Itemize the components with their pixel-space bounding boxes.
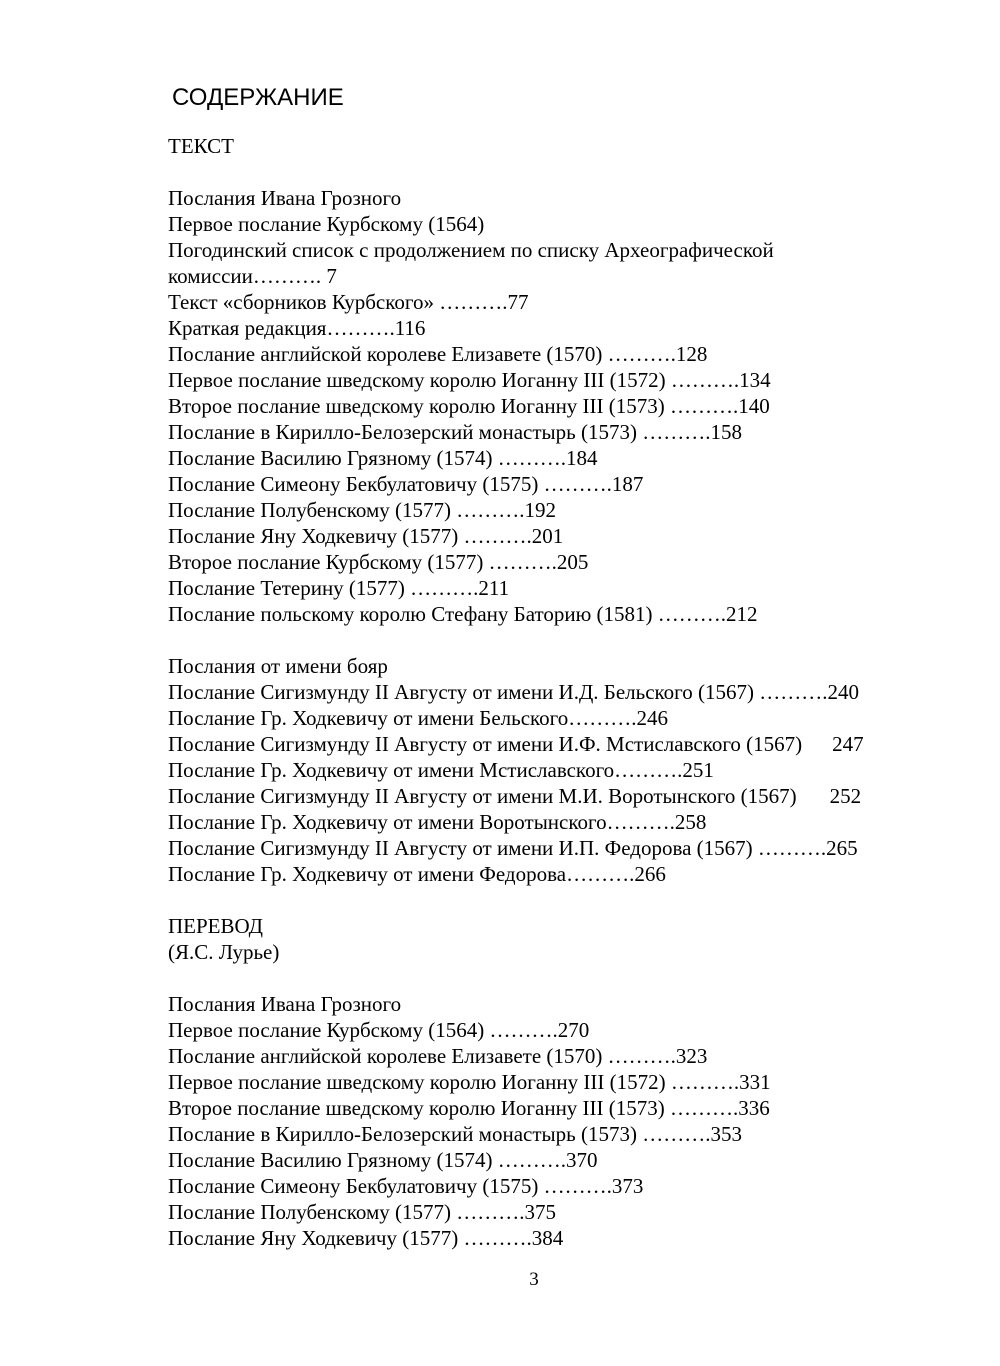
toc-entry: Текст «сборников Курбского» ……….77	[168, 290, 529, 314]
toc-entry: Первое послание шведскому королю Иоганну III (1572) ……….134	[168, 368, 771, 392]
toc-entry: Послание Симеону Бекбулатовичу (1575) ……….187	[168, 472, 644, 496]
toc-entry: Послание Тетерину (1577) ……….211	[168, 576, 510, 600]
group-title-boyar-letters: Послания от имени бояр	[168, 654, 388, 678]
toc-entry: Послание Гр. Ходкевичу от имени Воротынского……….258	[168, 810, 707, 834]
toc-entry: Послание польскому королю Стефану Баторию (1581) ……….212	[168, 602, 758, 626]
toc-entry-with-number	[168, 731, 948, 757]
spacer	[168, 627, 948, 653]
group-title-ivan-letters: Послания Ивана Грозного	[168, 186, 402, 210]
toc-entry: Послание Яну Ходкевичу (1577) ……….201	[168, 524, 564, 548]
section-title-translation: ПЕРЕВОД	[168, 914, 263, 938]
toc-entry: Послание Полубенскому (1577) ……….192	[168, 498, 556, 522]
toc-entry: Послание в Кирилло-Белозерский монастырь (1573) ……….353	[168, 1122, 742, 1146]
spacer	[168, 887, 948, 913]
toc-entry: Послание Гр. Ходкевичу от имени Федорова……….266	[168, 862, 666, 886]
translator-credit: (Я.С. Лурье)	[168, 940, 280, 964]
toc-entry: Послание Яну Ходкевичу (1577) ……….384	[168, 1226, 564, 1250]
toc-entry: Послание Полубенскому (1577) ……….375	[168, 1200, 556, 1224]
toc-entry: Послание Гр. Ходкевичу от имени Мстиславского……….251	[168, 758, 714, 782]
page-ref: 247	[832, 732, 864, 756]
toc-entry: Второе послание шведскому королю Иоганну III (1573) ……….336	[168, 1096, 770, 1120]
section-title-text: ТЕКСТ	[168, 134, 234, 158]
toc-entry: Послание Сигизмунду II Августу от имени И.П. Федорова (1567) ……….265	[168, 836, 858, 860]
toc-entry-text: Послание Сигизмунду II Августу от имени М.И. Воротынского (1567)	[168, 784, 797, 808]
toc-entry: Послание Симеону Бекбулатовичу (1575) ……….373	[168, 1174, 644, 1198]
toc-entry: Второе послание шведскому королю Иоганну III (1573) ……….140	[168, 394, 770, 418]
toc-entry: комиссии………. 7	[168, 264, 337, 288]
toc-entry-with-number	[168, 783, 948, 809]
toc-entry: Послание Василию Грязному (1574) ……….184	[168, 446, 598, 470]
toc-entry: Погодинский список с продолжением по списку Археографической	[168, 238, 774, 262]
toc-entry: Послание английской королеве Елизавете (1570) ……….323	[168, 1044, 708, 1068]
page-title: СОДЕРЖАНИЕ	[172, 84, 344, 111]
toc-entry: Первое послание Курбскому (1564) ……….270	[168, 1018, 590, 1042]
toc-entry: Послание английской королеве Елизавете (1570) ……….128	[168, 342, 708, 366]
toc-entry-text: Послание Сигизмунду II Августу от имени И.Ф. Мстиславского (1567)	[168, 732, 803, 756]
toc-entry: Послание Сигизмунду II Августу от имени И.Д. Бельского (1567) ……….240	[168, 680, 860, 704]
toc-entry: Первое послание Курбскому (1564)	[168, 212, 485, 236]
toc-entry: Второе послание Курбскому (1577) ……….205	[168, 550, 589, 574]
page-ref: 252	[829, 784, 862, 808]
page-number: 3	[529, 1269, 539, 1290]
spacer	[168, 965, 948, 991]
spacer	[168, 159, 948, 185]
toc-entry: Послание Василию Грязному (1574) ……….370	[168, 1148, 598, 1172]
group-title-ivan-letters-translation: Послания Ивана Грозного	[168, 992, 402, 1016]
table-of-contents	[168, 133, 948, 1251]
toc-entry: Послание в Кирилло-Белозерский монастырь (1573) ……….158	[168, 420, 742, 444]
toc-entry: Первое послание шведскому королю Иоганну III (1572) ……….331	[168, 1070, 771, 1094]
toc-entry: Краткая редакция……….116	[168, 316, 426, 340]
toc-entry: Послание Гр. Ходкевичу от имени Бельского……….246	[168, 706, 669, 730]
